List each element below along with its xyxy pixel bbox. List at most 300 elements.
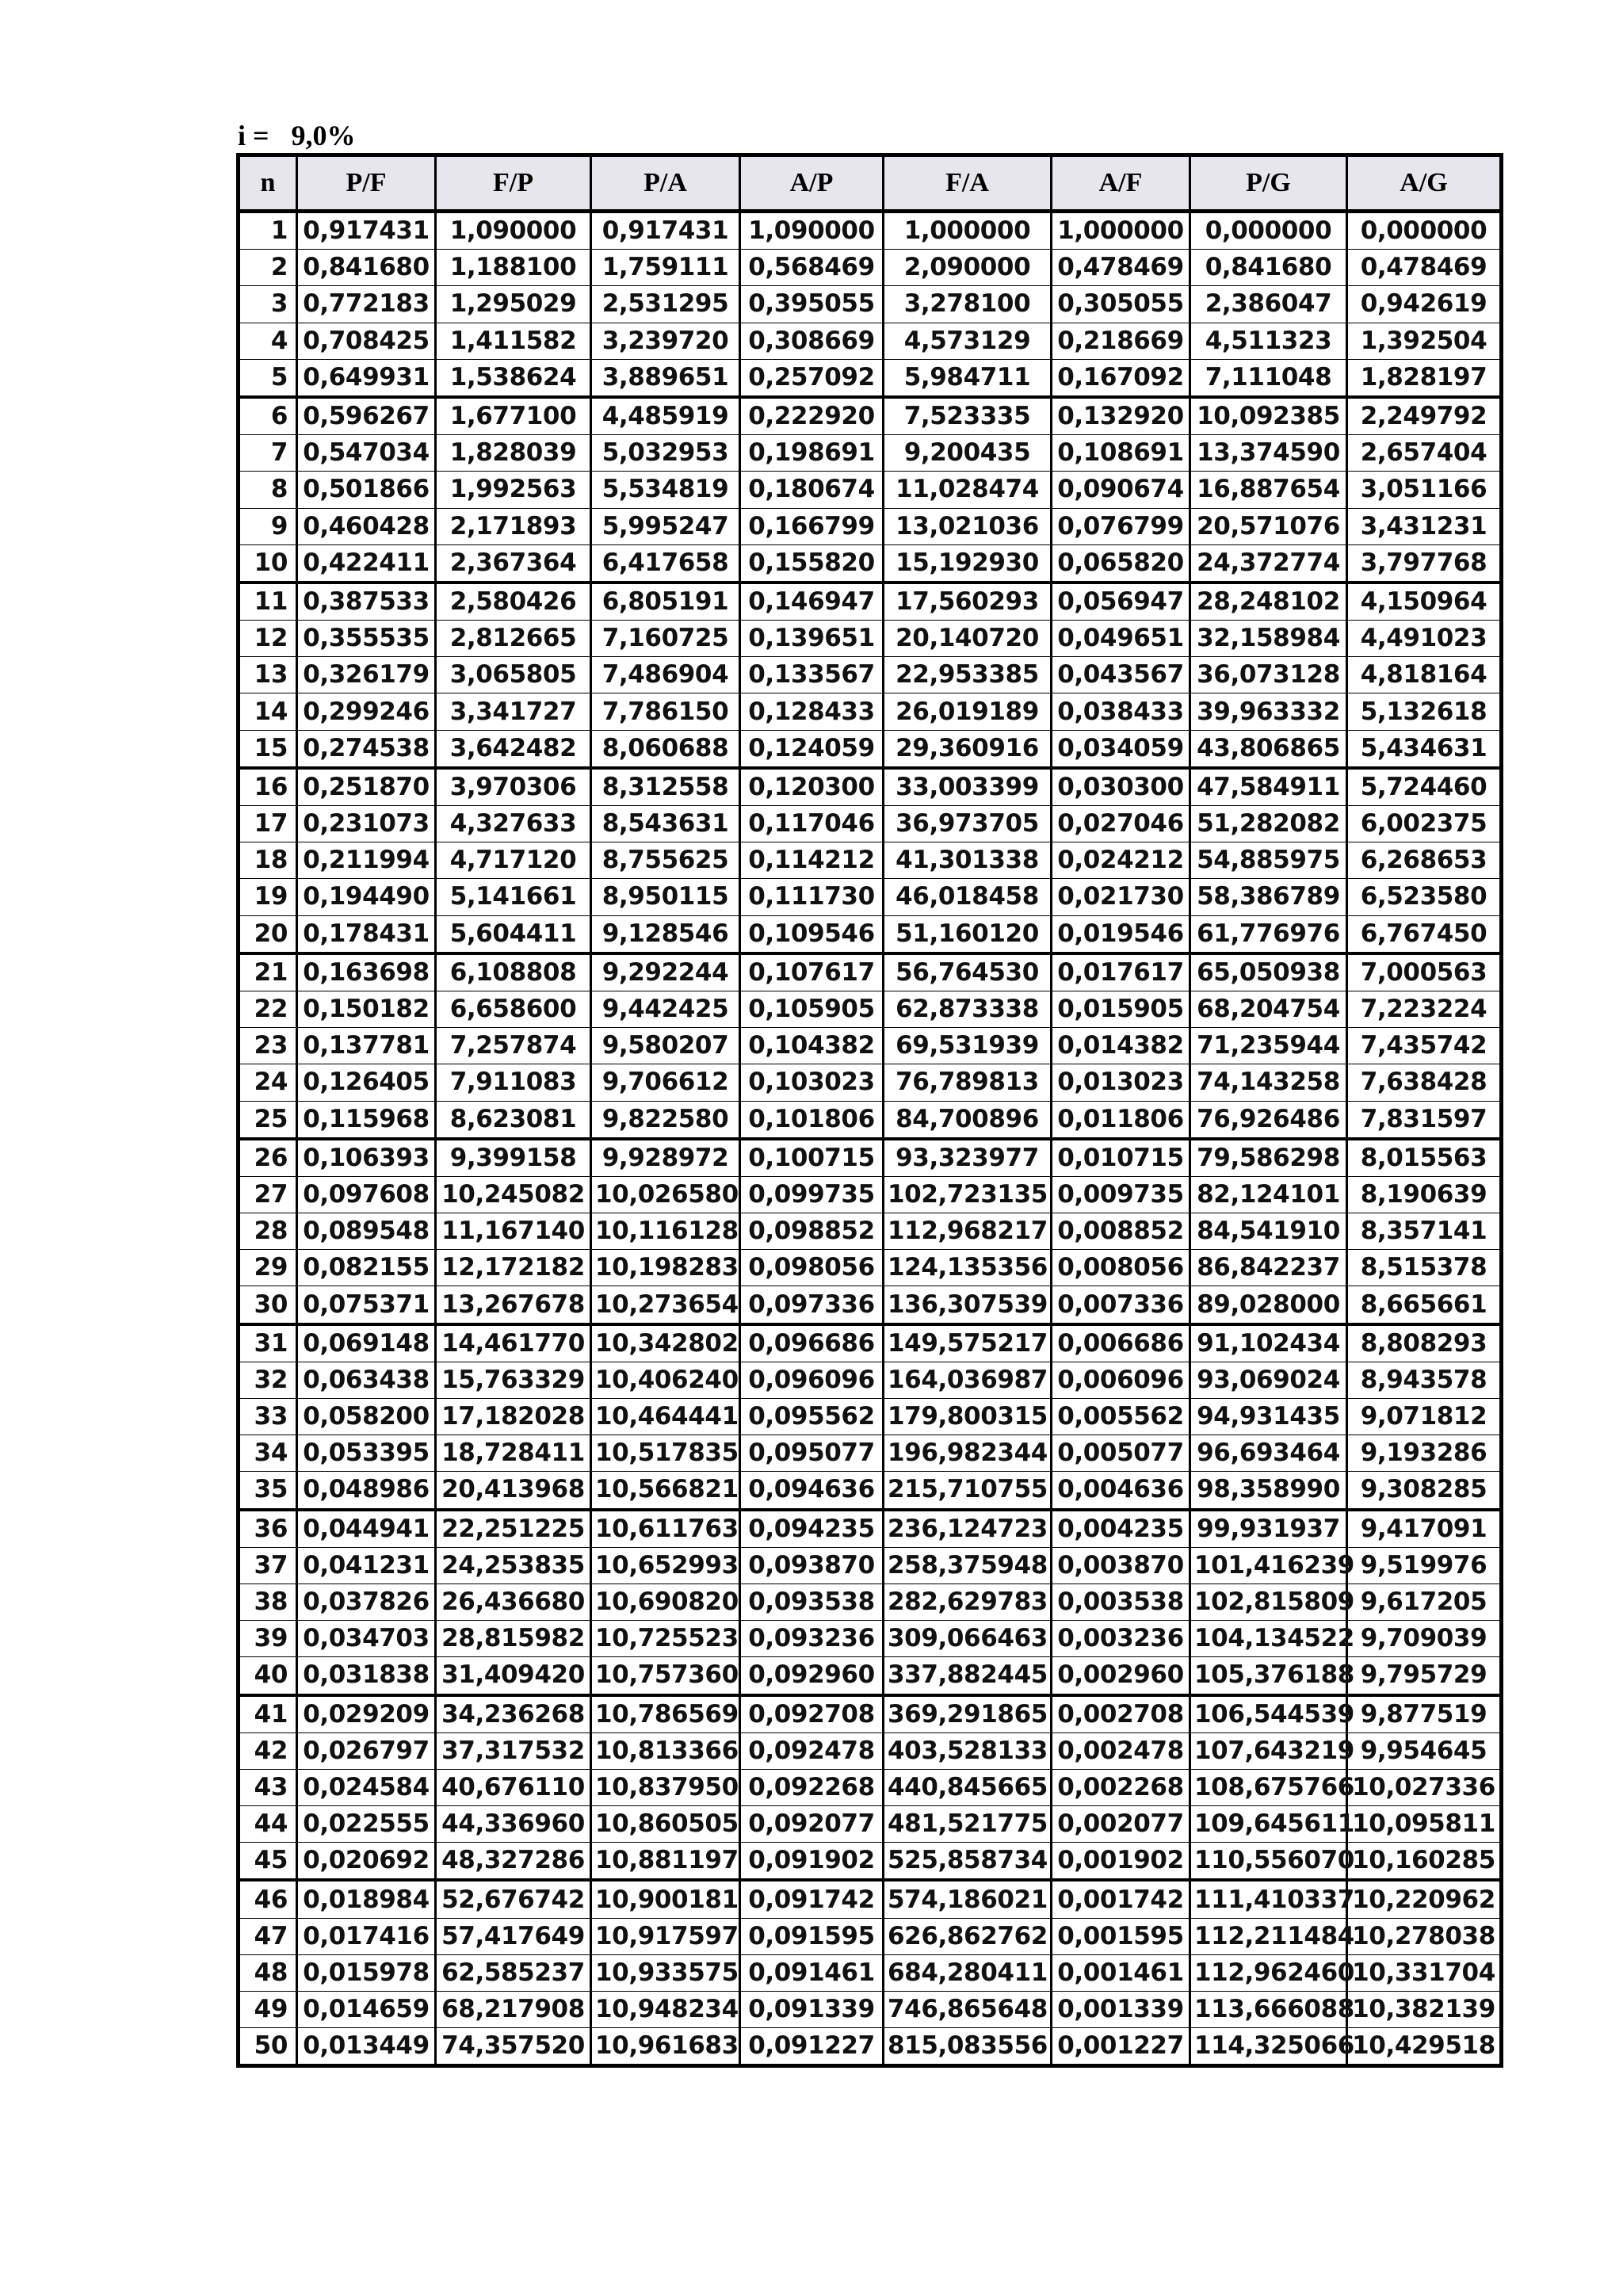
factor-cell: 12,172182 xyxy=(436,1250,591,1286)
factor-cell: 71,235944 xyxy=(1190,1028,1347,1064)
period-cell: 47 xyxy=(239,1918,297,1954)
factor-cell: 7,638428 xyxy=(1347,1064,1502,1101)
factor-cell: 10,786569 xyxy=(591,1695,740,1733)
factor-cell: 7,435742 xyxy=(1347,1028,1502,1064)
factor-cell: 0,133567 xyxy=(740,657,884,693)
period-cell: 9 xyxy=(239,508,297,544)
factor-cell: 0,091461 xyxy=(740,1954,884,1991)
factor-cell: 3,341727 xyxy=(436,693,591,730)
factor-cell: 0,124059 xyxy=(740,730,884,768)
factor-cell: 58,386789 xyxy=(1190,879,1347,915)
factor-cell: 0,049651 xyxy=(1052,621,1190,657)
factor-cell: 2,171893 xyxy=(436,508,591,544)
factor-cell: 684,280411 xyxy=(884,1954,1052,1991)
factor-cell: 0,013023 xyxy=(1052,1064,1190,1101)
factor-cell: 8,060688 xyxy=(591,730,740,768)
factor-cell: 0,092960 xyxy=(740,1657,884,1695)
factor-cell: 9,417091 xyxy=(1347,1510,1502,1548)
table-row xyxy=(239,1250,1502,1286)
factor-cell: 114,325066 xyxy=(1190,2028,1347,2066)
table-row xyxy=(239,1101,1502,1139)
factor-cell: 0,024212 xyxy=(1052,842,1190,879)
table-row xyxy=(239,915,1502,953)
factor-cell: 2,580426 xyxy=(436,583,591,621)
factor-cell: 1,677100 xyxy=(436,397,591,435)
period-cell: 13 xyxy=(239,657,297,693)
factor-cell: 10,092385 xyxy=(1190,397,1347,435)
factor-cell: 0,013449 xyxy=(297,2028,436,2066)
factor-cell: 1,090000 xyxy=(740,212,884,250)
period-cell: 35 xyxy=(239,1472,297,1510)
table-row xyxy=(239,1695,1502,1733)
factor-cell: 6,108808 xyxy=(436,953,591,991)
factor-cell: 24,253835 xyxy=(436,1547,591,1584)
factor-cell: 5,132618 xyxy=(1347,693,1502,730)
factor-cell: 1,188100 xyxy=(436,250,591,286)
factor-cell: 0,115968 xyxy=(297,1101,436,1139)
factor-cell: 0,002960 xyxy=(1052,1657,1190,1695)
factor-cell: 4,717120 xyxy=(436,842,591,879)
factor-cell: 0,194490 xyxy=(297,879,436,915)
factor-cell: 0,044941 xyxy=(297,1510,436,1548)
factor-cell: 0,150182 xyxy=(297,991,436,1027)
factor-cell: 0,108691 xyxy=(1052,435,1190,472)
factor-cell: 112,211484 xyxy=(1190,1918,1347,1954)
factor-cell: 0,006096 xyxy=(1052,1362,1190,1398)
factor-cell: 10,027336 xyxy=(1347,1769,1502,1805)
table-row xyxy=(239,472,1502,508)
factor-cell: 5,984711 xyxy=(884,359,1052,397)
factor-cell: 1,828039 xyxy=(436,435,591,472)
interest-factor-table xyxy=(236,153,1503,2068)
factor-cell: 8,543631 xyxy=(591,806,740,842)
factor-cell: 0,649931 xyxy=(297,359,436,397)
column-header: P/A xyxy=(591,155,740,212)
factor-cell: 0,166799 xyxy=(740,508,884,544)
factor-cell: 0,305055 xyxy=(1052,286,1190,323)
factor-cell: 11,028474 xyxy=(884,472,1052,508)
factor-cell: 8,755625 xyxy=(591,842,740,879)
factor-cell: 93,323977 xyxy=(884,1139,1052,1177)
factor-cell: 17,182028 xyxy=(436,1399,591,1435)
factor-cell: 9,822580 xyxy=(591,1101,740,1139)
table-row xyxy=(239,1843,1502,1881)
factor-cell: 6,002375 xyxy=(1347,806,1502,842)
table-row xyxy=(239,1362,1502,1398)
column-header: A/G xyxy=(1347,155,1502,212)
period-cell: 6 xyxy=(239,397,297,435)
factor-cell: 236,124723 xyxy=(884,1510,1052,1548)
factor-cell: 15,192930 xyxy=(884,544,1052,583)
factor-cell: 7,523335 xyxy=(884,397,1052,435)
factor-cell: 112,968217 xyxy=(884,1213,1052,1250)
factor-cell: 282,629783 xyxy=(884,1584,1052,1620)
interest-rate-label: i = xyxy=(238,120,269,151)
table-row xyxy=(239,323,1502,359)
factor-cell: 0,163698 xyxy=(297,953,436,991)
factor-cell: 0,009735 xyxy=(1052,1176,1190,1213)
factor-cell: 22,251225 xyxy=(436,1510,591,1548)
factor-cell: 0,841680 xyxy=(297,250,436,286)
period-cell: 18 xyxy=(239,842,297,879)
period-cell: 49 xyxy=(239,1992,297,2028)
table-row xyxy=(239,1139,1502,1177)
factor-cell: 0,097608 xyxy=(297,1176,436,1213)
factor-cell: 0,091339 xyxy=(740,1992,884,2028)
factor-cell: 10,933575 xyxy=(591,1954,740,1991)
factor-cell: 101,416239 xyxy=(1190,1547,1347,1584)
table-row xyxy=(239,1769,1502,1805)
factor-cell: 13,021036 xyxy=(884,508,1052,544)
factor-cell: 0,772183 xyxy=(297,286,436,323)
factor-cell: 10,160285 xyxy=(1347,1843,1502,1881)
factor-cell: 57,417649 xyxy=(436,1918,591,1954)
factor-cell: 51,160120 xyxy=(884,915,1052,953)
factor-cell: 40,676110 xyxy=(436,1769,591,1805)
factor-cell: 3,970306 xyxy=(436,768,591,806)
factor-cell: 8,943578 xyxy=(1347,1362,1502,1398)
factor-cell: 76,926486 xyxy=(1190,1101,1347,1139)
period-cell: 28 xyxy=(239,1213,297,1250)
period-cell: 12 xyxy=(239,621,297,657)
factor-cell: 0,092708 xyxy=(740,1695,884,1733)
factor-cell: 0,001227 xyxy=(1052,2028,1190,2066)
factor-cell: 33,003399 xyxy=(884,768,1052,806)
factor-cell: 0,038433 xyxy=(1052,693,1190,730)
factor-cell: 9,128546 xyxy=(591,915,740,953)
factor-cell: 39,963332 xyxy=(1190,693,1347,730)
factor-cell: 626,862762 xyxy=(884,1918,1052,1954)
factor-cell: 1,411582 xyxy=(436,323,591,359)
period-cell: 15 xyxy=(239,730,297,768)
factor-cell: 0,478469 xyxy=(1347,250,1502,286)
factor-cell: 0,092077 xyxy=(740,1806,884,1843)
factor-cell: 0,093538 xyxy=(740,1584,884,1620)
factor-cell: 6,767450 xyxy=(1347,915,1502,953)
factor-cell: 37,317532 xyxy=(436,1733,591,1769)
factor-cell: 124,135356 xyxy=(884,1250,1052,1286)
factor-cell: 62,873338 xyxy=(884,991,1052,1027)
factor-cell: 89,028000 xyxy=(1190,1286,1347,1324)
factor-cell: 0,596267 xyxy=(297,397,436,435)
factor-cell: 0,001461 xyxy=(1052,1954,1190,1991)
factor-cell: 0,048986 xyxy=(297,1472,436,1510)
period-cell: 27 xyxy=(239,1176,297,1213)
table-row xyxy=(239,250,1502,286)
factor-cell: 0,043567 xyxy=(1052,657,1190,693)
header-row xyxy=(239,155,1502,212)
factor-cell: 4,511323 xyxy=(1190,323,1347,359)
period-cell: 30 xyxy=(239,1286,297,1324)
factor-cell: 0,128433 xyxy=(740,693,884,730)
factor-cell: 1,295029 xyxy=(436,286,591,323)
period-cell: 23 xyxy=(239,1028,297,1064)
factor-cell: 9,292244 xyxy=(591,953,740,991)
factor-cell: 5,434631 xyxy=(1347,730,1502,768)
factor-cell: 93,069024 xyxy=(1190,1362,1347,1398)
column-header: P/G xyxy=(1190,155,1347,212)
factor-cell: 574,186021 xyxy=(884,1880,1052,1918)
table-row xyxy=(239,693,1502,730)
factor-cell: 13,267678 xyxy=(436,1286,591,1324)
factor-cell: 74,357520 xyxy=(436,2028,591,2066)
factor-cell: 5,724460 xyxy=(1347,768,1502,806)
factor-cell: 16,887654 xyxy=(1190,472,1347,508)
table-row xyxy=(239,397,1502,435)
factor-cell: 107,643219 xyxy=(1190,1733,1347,1769)
period-cell: 45 xyxy=(239,1843,297,1881)
factor-cell: 10,278038 xyxy=(1347,1918,1502,1954)
factor-cell: 0,101806 xyxy=(740,1101,884,1139)
period-cell: 11 xyxy=(239,583,297,621)
period-cell: 26 xyxy=(239,1139,297,1177)
factor-cell: 9,193286 xyxy=(1347,1435,1502,1472)
factor-cell: 10,961683 xyxy=(591,2028,740,2066)
factor-cell: 0,841680 xyxy=(1190,250,1347,286)
factor-cell: 41,301338 xyxy=(884,842,1052,879)
factor-cell: 0,007336 xyxy=(1052,1286,1190,1324)
factor-cell: 369,291865 xyxy=(884,1695,1052,1733)
table-row xyxy=(239,1213,1502,1250)
factor-cell: 20,413968 xyxy=(436,1472,591,1510)
factor-cell: 0,092478 xyxy=(740,1733,884,1769)
period-cell: 46 xyxy=(239,1880,297,1918)
factor-cell: 46,018458 xyxy=(884,879,1052,915)
factor-cell: 3,065805 xyxy=(436,657,591,693)
factor-cell: 8,357141 xyxy=(1347,1213,1502,1250)
factor-cell: 3,642482 xyxy=(436,730,591,768)
table-row xyxy=(239,991,1502,1027)
factor-cell: 10,881197 xyxy=(591,1843,740,1881)
factor-cell: 8,312558 xyxy=(591,768,740,806)
factor-cell: 3,239720 xyxy=(591,323,740,359)
factor-cell: 0,000000 xyxy=(1190,212,1347,250)
factor-cell: 6,658600 xyxy=(436,991,591,1027)
factor-cell: 28,815982 xyxy=(436,1621,591,1657)
factor-cell: 0,002268 xyxy=(1052,1769,1190,1805)
factor-cell: 94,931435 xyxy=(1190,1399,1347,1435)
factor-cell: 0,942619 xyxy=(1347,286,1502,323)
factor-cell: 110,556070 xyxy=(1190,1843,1347,1881)
factor-cell: 2,090000 xyxy=(884,250,1052,286)
interest-rate-value: 9,0% xyxy=(291,120,356,151)
factor-cell: 111,410337 xyxy=(1190,1880,1347,1918)
factor-cell: 9,442425 xyxy=(591,991,740,1027)
factor-cell: 10,690820 xyxy=(591,1584,740,1620)
factor-cell: 0,076799 xyxy=(1052,508,1190,544)
table-row xyxy=(239,657,1502,693)
factor-cell: 6,268653 xyxy=(1347,842,1502,879)
factor-cell: 0,094636 xyxy=(740,1472,884,1510)
factor-cell: 0,082155 xyxy=(297,1250,436,1286)
factor-cell: 44,336960 xyxy=(436,1806,591,1843)
factor-cell: 0,387533 xyxy=(297,583,436,621)
factor-cell: 0,098056 xyxy=(740,1250,884,1286)
factor-cell: 0,257092 xyxy=(740,359,884,397)
factor-cell: 3,051166 xyxy=(1347,472,1502,508)
factor-cell: 10,517835 xyxy=(591,1435,740,1472)
factor-cell: 0,053395 xyxy=(297,1435,436,1472)
factor-cell: 6,805191 xyxy=(591,583,740,621)
table-row xyxy=(239,1918,1502,1954)
period-cell: 10 xyxy=(239,544,297,583)
factor-cell: 96,693464 xyxy=(1190,1435,1347,1472)
factor-cell: 0,111730 xyxy=(740,879,884,915)
factor-cell: 0,146947 xyxy=(740,583,884,621)
factor-cell: 109,645611 xyxy=(1190,1806,1347,1843)
factor-cell: 0,326179 xyxy=(297,657,436,693)
factor-cell: 4,573129 xyxy=(884,323,1052,359)
factor-cell: 9,709039 xyxy=(1347,1621,1502,1657)
factor-cell: 7,111048 xyxy=(1190,359,1347,397)
factor-cell: 0,019546 xyxy=(1052,915,1190,953)
factor-cell: 0,015978 xyxy=(297,1954,436,1991)
factor-cell: 10,273654 xyxy=(591,1286,740,1324)
factor-cell: 0,274538 xyxy=(297,730,436,768)
factor-cell: 0,008056 xyxy=(1052,1250,1190,1286)
factor-cell: 10,220962 xyxy=(1347,1880,1502,1918)
factor-cell: 7,257874 xyxy=(436,1028,591,1064)
table-header xyxy=(239,155,1502,212)
factor-cell: 0,095562 xyxy=(740,1399,884,1435)
factor-cell: 0,568469 xyxy=(740,250,884,286)
factor-cell: 0,003538 xyxy=(1052,1584,1190,1620)
period-cell: 40 xyxy=(239,1657,297,1695)
factor-cell: 4,327633 xyxy=(436,806,591,842)
table-row xyxy=(239,1028,1502,1064)
period-cell: 16 xyxy=(239,768,297,806)
factor-cell: 0,075371 xyxy=(297,1286,436,1324)
factor-cell: 136,307539 xyxy=(884,1286,1052,1324)
factor-cell: 91,102434 xyxy=(1190,1324,1347,1362)
factor-cell: 0,005562 xyxy=(1052,1399,1190,1435)
factor-cell: 102,815809 xyxy=(1190,1584,1347,1620)
period-cell: 5 xyxy=(239,359,297,397)
table-row xyxy=(239,1806,1502,1843)
factor-cell: 337,882445 xyxy=(884,1657,1052,1695)
period-cell: 2 xyxy=(239,250,297,286)
period-cell: 50 xyxy=(239,2028,297,2066)
period-cell: 43 xyxy=(239,1769,297,1805)
period-cell: 32 xyxy=(239,1362,297,1398)
factor-cell: 0,030300 xyxy=(1052,768,1190,806)
factor-cell: 47,584911 xyxy=(1190,768,1347,806)
factor-cell: 4,491023 xyxy=(1347,621,1502,657)
factor-cell: 5,604411 xyxy=(436,915,591,953)
factor-cell: 164,036987 xyxy=(884,1362,1052,1398)
factor-cell: 0,299246 xyxy=(297,693,436,730)
factor-cell: 9,519976 xyxy=(1347,1547,1502,1584)
table-body xyxy=(239,212,1502,2066)
factor-cell: 0,008852 xyxy=(1052,1213,1190,1250)
factor-cell: 0,114212 xyxy=(740,842,884,879)
factor-cell: 0,120300 xyxy=(740,768,884,806)
factor-cell: 43,806865 xyxy=(1190,730,1347,768)
period-cell: 25 xyxy=(239,1101,297,1139)
factor-cell: 0,018984 xyxy=(297,1880,436,1918)
period-cell: 39 xyxy=(239,1621,297,1657)
factor-cell: 26,019189 xyxy=(884,693,1052,730)
factor-cell: 1,759111 xyxy=(591,250,740,286)
factor-cell: 196,982344 xyxy=(884,1435,1052,1472)
factor-cell: 0,056947 xyxy=(1052,583,1190,621)
factor-cell: 0,167092 xyxy=(1052,359,1190,397)
factor-cell: 9,617205 xyxy=(1347,1584,1502,1620)
factor-cell: 0,002077 xyxy=(1052,1806,1190,1843)
factor-cell: 98,358990 xyxy=(1190,1472,1347,1510)
factor-cell: 6,523580 xyxy=(1347,879,1502,915)
factor-cell: 0,106393 xyxy=(297,1139,436,1177)
table-row xyxy=(239,544,1502,583)
factor-cell: 105,376188 xyxy=(1190,1657,1347,1695)
table-row xyxy=(239,879,1502,915)
factor-cell: 0,155820 xyxy=(740,544,884,583)
factor-cell: 8,515378 xyxy=(1347,1250,1502,1286)
factor-cell: 2,367364 xyxy=(436,544,591,583)
table-row xyxy=(239,1286,1502,1324)
factor-cell: 0,099735 xyxy=(740,1176,884,1213)
factor-cell: 15,763329 xyxy=(436,1362,591,1398)
period-cell: 8 xyxy=(239,472,297,508)
factor-cell: 0,021730 xyxy=(1052,879,1190,915)
table-row xyxy=(239,1435,1502,1472)
factor-cell: 403,528133 xyxy=(884,1733,1052,1769)
period-cell: 3 xyxy=(239,286,297,323)
factor-cell: 0,005077 xyxy=(1052,1435,1190,1472)
period-cell: 42 xyxy=(239,1733,297,1769)
factor-cell: 0,004636 xyxy=(1052,1472,1190,1510)
factor-cell: 0,178431 xyxy=(297,915,436,953)
factor-cell: 99,931937 xyxy=(1190,1510,1347,1548)
period-cell: 19 xyxy=(239,879,297,915)
factor-cell: 0,065820 xyxy=(1052,544,1190,583)
factor-cell: 0,478469 xyxy=(1052,250,1190,286)
factor-cell: 10,860505 xyxy=(591,1806,740,1843)
factor-cell: 4,485919 xyxy=(591,397,740,435)
factor-cell: 10,429518 xyxy=(1347,2028,1502,2066)
factor-cell: 0,006686 xyxy=(1052,1324,1190,1362)
factor-cell: 0,107617 xyxy=(740,953,884,991)
factor-cell: 102,723135 xyxy=(884,1176,1052,1213)
factor-cell: 0,132920 xyxy=(1052,397,1190,435)
factor-cell: 10,464441 xyxy=(591,1399,740,1435)
factor-cell: 10,652993 xyxy=(591,1547,740,1584)
factor-cell: 10,837950 xyxy=(591,1769,740,1805)
factor-cell: 0,096686 xyxy=(740,1324,884,1362)
period-cell: 17 xyxy=(239,806,297,842)
factor-cell: 10,611763 xyxy=(591,1510,740,1548)
column-header: A/F xyxy=(1052,155,1190,212)
factor-cell: 0,917431 xyxy=(297,212,436,250)
factor-cell: 68,217908 xyxy=(436,1992,591,2028)
factor-cell: 0,089548 xyxy=(297,1213,436,1250)
factor-cell: 36,073128 xyxy=(1190,657,1347,693)
factor-cell: 7,831597 xyxy=(1347,1101,1502,1139)
table-row xyxy=(239,1584,1502,1620)
factor-cell: 18,728411 xyxy=(436,1435,591,1472)
factor-cell: 0,001742 xyxy=(1052,1880,1190,1918)
factor-cell: 0,198691 xyxy=(740,435,884,472)
factor-cell: 65,050938 xyxy=(1190,953,1347,991)
factor-cell: 0,004235 xyxy=(1052,1510,1190,1548)
factor-cell: 9,071812 xyxy=(1347,1399,1502,1435)
factor-cell: 10,725523 xyxy=(591,1621,740,1657)
table-row xyxy=(239,2028,1502,2066)
table-row xyxy=(239,1992,1502,2028)
factor-cell: 7,000563 xyxy=(1347,953,1502,991)
table-row xyxy=(239,768,1502,806)
factor-cell: 5,534819 xyxy=(591,472,740,508)
